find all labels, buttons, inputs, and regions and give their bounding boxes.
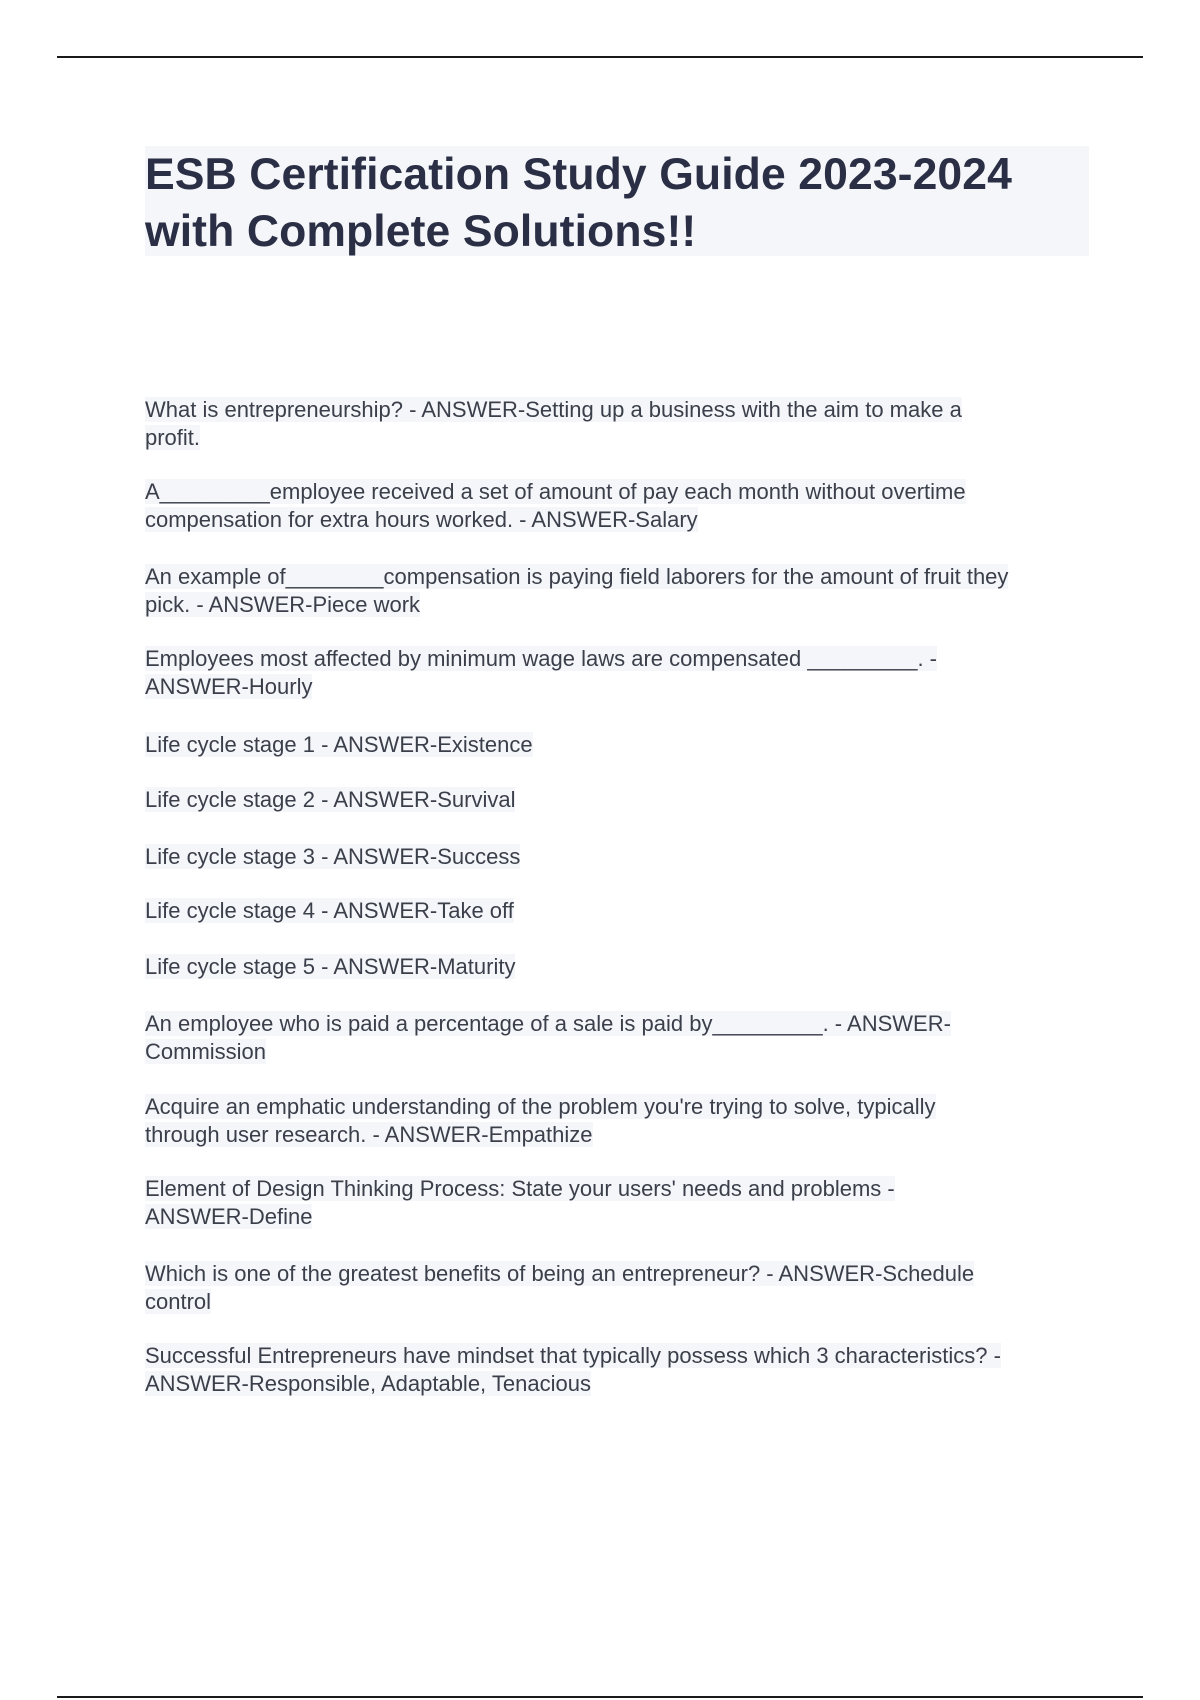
qa-line: Life cycle stage 1 - ANSWER-Existence [145,732,533,757]
qa-line: profit. [145,425,201,450]
qa-item [145,1010,1105,1066]
qa-line: pick. - ANSWER-Piece work [145,592,421,617]
qa-item [145,953,1105,981]
qa-item [145,843,1105,871]
qa-line: Commission [145,1039,267,1064]
top-rule [57,56,1143,58]
qa-line: control [145,1289,212,1314]
qa-line: A_________employee received a set of amount of pay each month without overtime [145,479,966,504]
qa-item [145,731,1105,759]
title-block [145,146,1089,256]
qa-item [145,478,1105,534]
qa-item [145,1175,1105,1231]
qa-line: An employee who is paid a percentage of a sale is paid by_________. - ANSWER- [145,1011,951,1036]
qa-line: Life cycle stage 4 - ANSWER-Take off [145,898,514,923]
qa-item [145,563,1105,619]
title-line-1: ESB Certification Study Guide 2023-2024 [145,150,1012,199]
qa-item [145,1093,1105,1149]
qa-line: Acquire an emphatic understanding of the problem you're trying to solve, typically [145,1094,936,1119]
qa-line: ANSWER-Hourly [145,674,313,699]
qa-line: Element of Design Thinking Process: State your users' needs and problems - [145,1176,895,1201]
qa-item [145,897,1105,925]
qa-line: Successful Entrepreneurs have mindset that typically possess which 3 characteristics? - [145,1343,1001,1368]
page-title [145,146,1089,260]
qa-line: compensation for extra hours worked. - ANSWER-Salary [145,507,698,532]
qa-item [145,645,1105,701]
qa-item [145,786,1105,814]
qa-line: What is entrepreneurship? - ANSWER-Setting up a business with the aim to make a [145,397,962,422]
bottom-rule [57,1696,1143,1698]
qa-item [145,1260,1105,1316]
qa-line: An example of________compensation is paying field laborers for the amount of fruit they [145,564,1009,589]
qa-line: Life cycle stage 2 - ANSWER-Survival [145,787,516,812]
qa-line: ANSWER-Define [145,1204,313,1229]
title-line-2: with Complete Solutions!! [145,207,697,256]
qa-line: through user research. - ANSWER-Empathize [145,1122,593,1147]
qa-line: Employees most affected by minimum wage laws are compensated _________. - [145,646,938,671]
qa-line: Life cycle stage 5 - ANSWER-Maturity [145,954,516,979]
qa-line: Life cycle stage 3 - ANSWER-Success [145,844,521,869]
qa-item [145,1342,1105,1398]
qa-item [145,396,1105,452]
qa-line: ANSWER-Responsible, Adaptable, Tenacious [145,1371,591,1396]
qa-line: Which is one of the greatest benefits of being an entrepreneur? - ANSWER-Schedule [145,1261,975,1286]
